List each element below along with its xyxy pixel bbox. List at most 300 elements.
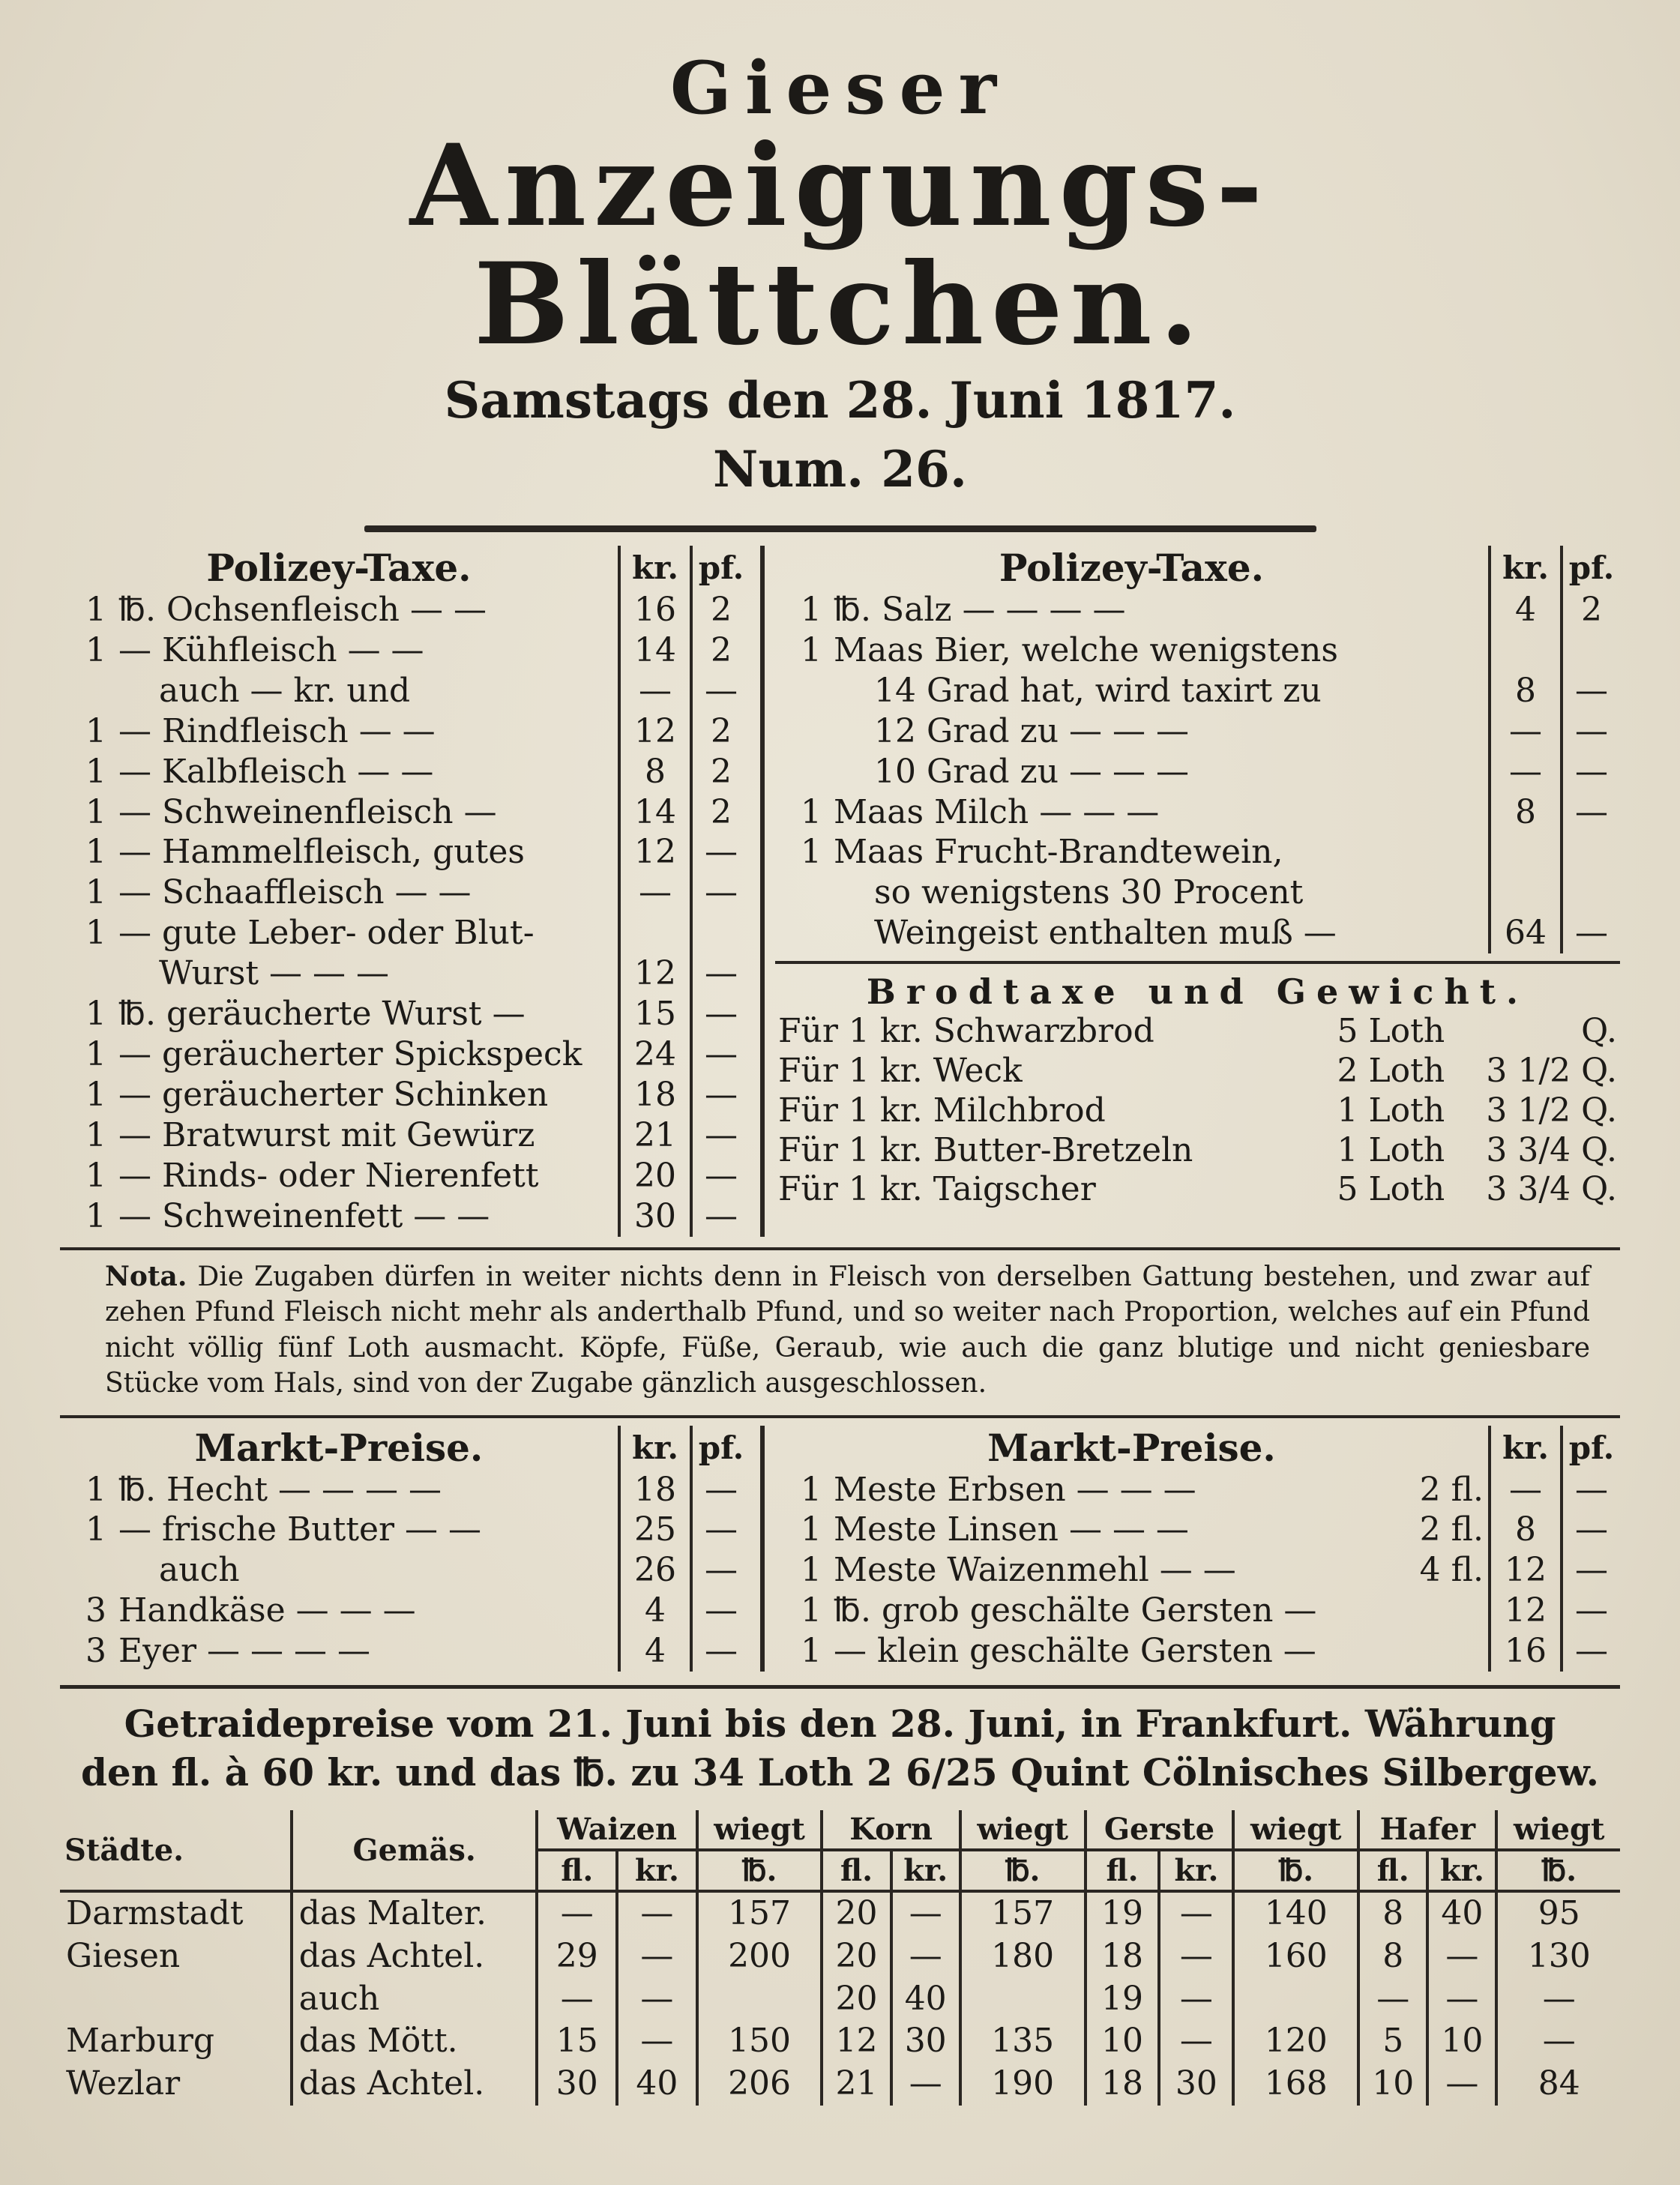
item-name: — klein geschälte Gersten — — [834, 1632, 1316, 1671]
price-kr: 12 — [1490, 1550, 1562, 1591]
price-row — [775, 671, 1620, 711]
grain-k-kr: 30 — [891, 2020, 960, 2063]
price-pf: 2 — [691, 792, 750, 833]
bread-row — [775, 1052, 1620, 1091]
price-row — [60, 1470, 750, 1510]
item-name: Eyer — — — — — [118, 1632, 370, 1671]
grain-k-kr: 40 — [891, 1978, 960, 2021]
price-pf: 2 — [691, 711, 750, 752]
grain-h-fl: — — [1358, 1978, 1427, 2021]
grain-h-lb: 95 — [1496, 1891, 1620, 1935]
grain-w-lb: 206 — [697, 2063, 822, 2106]
quantity: 1 — [85, 630, 106, 669]
quantity: 1 — [801, 1470, 822, 1509]
price-fl: 4 fl. — [1419, 1551, 1484, 1590]
header-staedte: Städte. — [60, 1810, 292, 1891]
city — [60, 1978, 292, 2021]
price-row — [60, 1115, 750, 1156]
price-fl: 2 fl. — [1419, 1510, 1484, 1549]
price-kr: 12 — [619, 832, 691, 873]
price-kr: 8 — [1490, 792, 1562, 833]
nota-block — [60, 1247, 1620, 1415]
price-row — [775, 913, 1620, 953]
issue-date: Samstags den 28. Juni 1817. — [444, 371, 1236, 430]
price-kr: — — [1490, 711, 1562, 752]
unit-lb: ℔. — [1496, 1850, 1620, 1891]
city: Wezlar — [66, 2064, 181, 2103]
price-row — [60, 671, 750, 711]
unit-lb: ℔. — [960, 1850, 1086, 1891]
unit-kr: kr. — [617, 1850, 697, 1891]
measure: das Mött. — [292, 2020, 538, 2063]
item-name: — Rindfleisch — — — [118, 711, 436, 750]
price-kr: 21 — [619, 1115, 691, 1156]
price-pf: — — [691, 953, 750, 994]
price-row — [60, 792, 750, 833]
grain-heading-2: den fl. à 60 kr. und das ℔. zu 34 Loth 2 6/25 Quint Cölnisches Silbergew. — [80, 1750, 1600, 1795]
grain-h-lb: 84 — [1496, 2063, 1620, 2106]
item-name: — Rinds- oder Nierenfett — [118, 1156, 539, 1195]
price-kr: 16 — [1490, 1631, 1562, 1672]
item-name: ℔. grob geschälte Gersten — — [834, 1591, 1317, 1630]
quantity — [775, 671, 829, 711]
col-pf: pf. — [691, 1426, 750, 1470]
price-row — [60, 832, 750, 873]
unit-kr: kr. — [1427, 1850, 1496, 1891]
grain-g-lb: 168 — [1233, 2063, 1358, 2106]
grain-g-fl: 19 — [1086, 1978, 1160, 2021]
price-row — [60, 1075, 750, 1115]
quantity: 1 — [85, 833, 106, 872]
grain-g-kr: — — [1159, 1891, 1233, 1935]
bread-item: Für 1 kr. Schwarzbrod — [778, 1012, 1154, 1051]
price-pf — [691, 913, 750, 953]
grain-h-lb: 130 — [1496, 1935, 1620, 1978]
masthead-rule — [364, 525, 1316, 532]
bread-weight: 2 Loth — [1337, 1051, 1445, 1090]
price-pf — [1562, 832, 1620, 873]
grain-k-lb: 180 — [960, 1935, 1086, 1978]
grain-k-kr: — — [891, 1935, 960, 1978]
quantity: 1 — [801, 1510, 822, 1549]
item-name: so wenigstens 30 Procent — [874, 873, 1304, 912]
grain-h-kr: — — [1427, 2063, 1496, 2106]
price-row — [775, 1631, 1620, 1672]
grain-k-lb — [960, 1978, 1086, 2021]
grain-w-fl: 15 — [537, 2020, 617, 2063]
polizey-right-table — [775, 546, 1620, 953]
item-name: — frische Butter — — — [118, 1510, 482, 1549]
price-kr: — — [1490, 1470, 1562, 1510]
price-pf: — — [691, 1075, 750, 1115]
grain-k-fl: 20 — [822, 1935, 891, 1978]
grain-w-kr: — — [617, 1891, 697, 1935]
header-wiegt: wiegt — [1233, 1810, 1358, 1850]
item-name: Wurst — — — — [159, 954, 390, 993]
unit-kr: kr. — [891, 1850, 960, 1891]
price-row — [60, 1034, 750, 1075]
item-name: — Schaaffleisch — — — [118, 873, 472, 912]
col-pf: pf. — [691, 546, 750, 590]
bread-weight: 5 Loth — [1337, 1012, 1445, 1051]
grain-k-fl: 20 — [822, 1978, 891, 2021]
grain-h-fl: 8 — [1358, 1935, 1427, 1978]
price-fl — [1415, 1591, 1490, 1631]
item-name: — Bratwurst mit Gewürz — [118, 1115, 535, 1154]
price-row — [775, 1550, 1620, 1591]
grain-h-lb: — — [1496, 1978, 1620, 2021]
unit-fl: fl. — [822, 1850, 891, 1891]
quantity: 1 — [85, 1470, 106, 1509]
price-pf: — — [1562, 1470, 1620, 1510]
quantity: 1 — [85, 995, 106, 1034]
item-name: auch — [159, 1551, 240, 1590]
quantity: 3 — [85, 1632, 106, 1671]
issue-number: Num. 26. — [713, 440, 967, 498]
bread-item: Für 1 kr. Milchbrod — [778, 1091, 1106, 1130]
price-kr: 14 — [619, 630, 691, 671]
column-divider — [760, 546, 765, 1237]
price-kr: 20 — [619, 1156, 691, 1196]
quantity — [775, 913, 829, 953]
item-name: — gute Leber- oder Blut- — [118, 914, 535, 953]
price-fl — [1415, 1631, 1490, 1672]
grain-k-fl: 20 — [822, 1891, 891, 1935]
item-name: Maas Milch — — — — [834, 792, 1160, 831]
price-pf: 2 — [691, 630, 750, 671]
quantity — [60, 671, 114, 711]
price-pf: — — [1562, 752, 1620, 792]
markt-right — [775, 1426, 1620, 1672]
quantity — [775, 873, 829, 913]
price-row — [775, 1591, 1620, 1631]
bread-weight: 5 Loth — [1337, 1170, 1445, 1209]
price-kr: 15 — [619, 994, 691, 1034]
price-kr: 14 — [619, 792, 691, 833]
unit-lb: ℔. — [697, 1850, 822, 1891]
measure: das Malter. — [292, 1891, 538, 1935]
item-name: 10 Grad zu — — — — [874, 752, 1190, 791]
item-name: — Schweinenfleisch — — [118, 792, 497, 831]
markt-right-table — [775, 1426, 1620, 1672]
grain-g-lb: 120 — [1233, 2020, 1358, 2063]
item-name: auch — kr. und — [159, 671, 411, 710]
item-name: — Kühfleisch — — — [118, 630, 424, 669]
bread-weight: 1 Loth — [1337, 1091, 1445, 1130]
grain-table — [60, 1810, 1620, 2106]
price-kr: — — [619, 671, 691, 711]
header-gerste: Gerste — [1086, 1810, 1234, 1850]
price-pf: — — [1562, 1550, 1620, 1591]
price-fl: 2 fl. — [1419, 1470, 1484, 1509]
price-pf: 2 — [1562, 590, 1620, 630]
unit-fl: fl. — [1358, 1850, 1427, 1891]
col-pf: pf. — [1562, 1426, 1620, 1470]
item-name: Meste Erbsen — — — — [834, 1470, 1196, 1509]
header-wiegt: wiegt — [1496, 1810, 1620, 1850]
item-name: ℔. Hecht — — — — — [118, 1470, 442, 1509]
bread-item: Für 1 kr. Butter-Bretzeln — [778, 1130, 1193, 1169]
masthead-title: Anzeigungs-Blättchen. — [409, 120, 1271, 370]
price-row — [60, 1196, 750, 1237]
quantity: 1 — [85, 792, 106, 831]
grain-k-lb: 190 — [960, 2063, 1086, 2106]
grain-prices-section — [60, 1685, 1620, 2106]
price-pf: — — [691, 1115, 750, 1156]
grain-row — [60, 2020, 1620, 2063]
grain-w-lb: 200 — [697, 1935, 822, 1978]
grain-w-fl: 29 — [537, 1935, 617, 1978]
price-pf: — — [1562, 671, 1620, 711]
price-row — [775, 832, 1620, 873]
item-name: — Schweinenfett — — — [118, 1196, 490, 1235]
price-row — [60, 873, 750, 913]
polizey-right — [775, 546, 1620, 1237]
price-kr: 8 — [619, 752, 691, 792]
price-row — [60, 1591, 750, 1631]
price-pf: — — [1562, 913, 1620, 953]
quantity: 1 — [801, 1551, 822, 1590]
price-row — [60, 590, 750, 630]
col-pf: pf. — [1562, 546, 1620, 590]
col-kr: kr. — [1490, 546, 1562, 590]
price-pf: — — [691, 1631, 750, 1672]
grain-row — [60, 1891, 1620, 1935]
polizey-section — [60, 546, 1620, 1237]
quantity: 1 — [801, 1632, 822, 1671]
markt-section — [60, 1415, 1620, 1672]
quantity: 1 — [85, 873, 106, 912]
price-kr: 24 — [619, 1034, 691, 1075]
price-pf: — — [691, 671, 750, 711]
price-kr — [1490, 630, 1562, 671]
price-kr: 18 — [619, 1470, 691, 1510]
header-wiegt: wiegt — [960, 1810, 1086, 1850]
price-row — [775, 752, 1620, 792]
price-kr: 4 — [1490, 590, 1562, 630]
unit-fl: fl. — [1086, 1850, 1160, 1891]
col-kr: kr. — [1490, 1426, 1562, 1470]
grain-h-lb: — — [1496, 2020, 1620, 2063]
price-kr: 4 — [619, 1631, 691, 1672]
grain-w-kr: — — [617, 1978, 697, 2021]
price-kr: — — [619, 873, 691, 913]
grain-w-lb: 157 — [697, 1891, 822, 1935]
price-row — [775, 1510, 1620, 1550]
grain-g-fl: 18 — [1086, 2063, 1160, 2106]
bread-row — [775, 1091, 1620, 1131]
grain-row — [60, 1978, 1620, 2021]
grain-g-lb: 140 — [1233, 1891, 1358, 1935]
price-row — [60, 1631, 750, 1672]
city: Giesen — [66, 1936, 181, 1975]
grain-k-fl: 21 — [822, 2063, 891, 2106]
quantity: 1 — [85, 591, 106, 629]
price-kr: 8 — [1490, 671, 1562, 711]
grain-h-kr: 40 — [1427, 1891, 1496, 1935]
grain-h-kr: — — [1427, 1935, 1496, 1978]
bread-row — [775, 1131, 1620, 1171]
unit-fl: fl. — [537, 1850, 617, 1891]
quantity: 1 — [801, 792, 822, 831]
quantity: 1 — [801, 591, 822, 629]
quantity: 1 — [85, 914, 106, 953]
item-name: ℔. Ochsenfleisch — — — [118, 591, 487, 629]
price-pf: — — [691, 832, 750, 873]
col-kr: kr. — [619, 1426, 691, 1470]
price-kr: 12 — [619, 711, 691, 752]
price-pf: — — [1562, 1510, 1620, 1550]
price-pf: — — [691, 1510, 750, 1550]
item-name: — Kalbfleisch — — — [118, 752, 434, 791]
item-name: Meste Waizenmehl — — — [834, 1551, 1236, 1590]
polizey-right-title: Polizey-Taxe. — [999, 546, 1265, 590]
bread-weight: 1 Loth — [1337, 1130, 1445, 1169]
header-korn: Korn — [822, 1810, 960, 1850]
price-pf: 2 — [691, 752, 750, 792]
quantity: 1 — [85, 1115, 106, 1154]
grain-g-fl: 18 — [1086, 1935, 1160, 1978]
price-pf: 2 — [691, 590, 750, 630]
grain-w-kr: — — [617, 1935, 697, 1978]
grain-g-fl: 10 — [1086, 2020, 1160, 2063]
city: Darmstadt — [66, 1894, 244, 1933]
price-pf: — — [691, 1550, 750, 1591]
item-name: — Hammelfleisch, gutes — [118, 833, 525, 872]
quantity — [60, 1550, 114, 1591]
grain-w-fl: — — [537, 1891, 617, 1935]
price-kr: 30 — [619, 1196, 691, 1237]
price-kr: 8 — [1490, 1510, 1562, 1550]
price-pf: — — [691, 1196, 750, 1237]
polizey-left-title: Polizey-Taxe. — [206, 546, 472, 590]
price-kr: 25 — [619, 1510, 691, 1550]
item-name: — geräucherter Spickspeck — [118, 1034, 582, 1073]
masthead-line1: Gieser — [669, 46, 1011, 130]
brodtaxe-block — [775, 961, 1620, 1210]
nota-label: Nota. — [105, 1260, 187, 1292]
price-pf: — — [691, 1591, 750, 1631]
price-row — [775, 873, 1620, 913]
measure: auch — [292, 1978, 538, 2021]
item-name: Maas Frucht-Brandtewein, — [834, 833, 1283, 872]
brodtaxe-title: Brodtaxe und Gewicht. — [866, 971, 1529, 1013]
header-gemaess: Gemäs. — [292, 1810, 538, 1891]
bread-item: Für 1 kr. Taigscher — [778, 1170, 1096, 1209]
grain-k-kr: — — [891, 1891, 960, 1935]
header-waizen: Waizen — [537, 1810, 696, 1850]
measure: das Achtel. — [292, 2063, 538, 2106]
price-row — [60, 711, 750, 752]
item-name: Meste Linsen — — — — [834, 1510, 1189, 1549]
price-kr: 12 — [1490, 1591, 1562, 1631]
price-row — [60, 953, 750, 994]
price-row — [775, 630, 1620, 671]
price-pf: — — [1562, 1631, 1620, 1672]
col-kr: kr. — [619, 546, 691, 590]
polizey-left-table — [60, 546, 750, 1237]
grain-w-fl: — — [537, 1978, 617, 2021]
markt-left-table — [60, 1426, 750, 1672]
masthead — [60, 46, 1620, 532]
price-row — [60, 752, 750, 792]
price-pf: — — [691, 1034, 750, 1075]
quantity: 1 — [85, 1510, 106, 1549]
grain-k-fl: 12 — [822, 2020, 891, 2063]
quantity: 1 — [85, 1156, 106, 1195]
bread-quint: 3 3/4 Q. — [1486, 1130, 1617, 1169]
price-kr — [1490, 832, 1562, 873]
price-kr — [619, 913, 691, 953]
markt-left-title: Markt-Preise. — [194, 1425, 484, 1470]
bread-quint: 3 1/2 Q. — [1486, 1051, 1617, 1090]
price-row — [60, 630, 750, 671]
price-kr: 12 — [619, 953, 691, 994]
price-kr — [1490, 873, 1562, 913]
markt-left — [60, 1426, 750, 1672]
price-pf: — — [1562, 792, 1620, 833]
polizey-left — [60, 546, 750, 1237]
city: Marburg — [66, 2022, 215, 2061]
grain-g-lb: 160 — [1233, 1935, 1358, 1978]
quantity: 1 — [801, 630, 822, 669]
markt-right-title: Markt-Preise. — [987, 1425, 1276, 1470]
header-hafer: Hafer — [1358, 1810, 1496, 1850]
price-row — [60, 913, 750, 953]
measure: das Achtel. — [292, 1935, 538, 1978]
grain-k-lb: 157 — [960, 1891, 1086, 1935]
price-kr: 26 — [619, 1550, 691, 1591]
column-divider — [760, 1426, 765, 1672]
quantity: 1 — [85, 1075, 106, 1114]
grain-g-fl: 19 — [1086, 1891, 1160, 1935]
item-name: 12 Grad zu — — — — [874, 711, 1190, 750]
quantity: 1 — [85, 711, 106, 750]
bread-quint: 3 1/2 Q. — [1486, 1091, 1617, 1130]
item-name: Handkäse — — — — [118, 1591, 416, 1630]
price-kr: — — [1490, 752, 1562, 792]
price-row — [60, 1510, 750, 1550]
grain-heading-1: Getraidepreise vom 21. Juni bis den 28. Juni, in Frankfurt. Währung — [124, 1702, 1556, 1747]
grain-g-kr: 30 — [1159, 2063, 1233, 2106]
price-pf: — — [691, 1156, 750, 1196]
quantity: 1 — [801, 833, 822, 872]
bread-quint: 3 3/4 Q. — [1486, 1170, 1617, 1209]
brodtaxe-table — [775, 1012, 1620, 1210]
grain-row — [60, 2063, 1620, 2106]
bread-row — [775, 1170, 1620, 1210]
grain-k-kr: — — [891, 2063, 960, 2106]
bread-item: Für 1 kr. Weck — [778, 1051, 1023, 1090]
price-row — [60, 994, 750, 1034]
price-pf — [1562, 630, 1620, 671]
quantity — [60, 953, 114, 994]
price-pf — [1562, 873, 1620, 913]
price-pf: — — [691, 1470, 750, 1510]
grain-h-kr: — — [1427, 1978, 1496, 2021]
grain-w-lb — [697, 1978, 822, 2021]
price-kr: 64 — [1490, 913, 1562, 953]
price-kr: 18 — [619, 1075, 691, 1115]
price-row — [775, 792, 1620, 833]
grain-h-fl: 10 — [1358, 2063, 1427, 2106]
grain-g-kr: — — [1159, 2020, 1233, 2063]
price-row — [775, 590, 1620, 630]
price-pf: — — [691, 873, 750, 913]
price-row — [775, 1470, 1620, 1510]
item-name: Maas Bier, welche wenigstens — [834, 630, 1338, 669]
price-kr: 16 — [619, 590, 691, 630]
